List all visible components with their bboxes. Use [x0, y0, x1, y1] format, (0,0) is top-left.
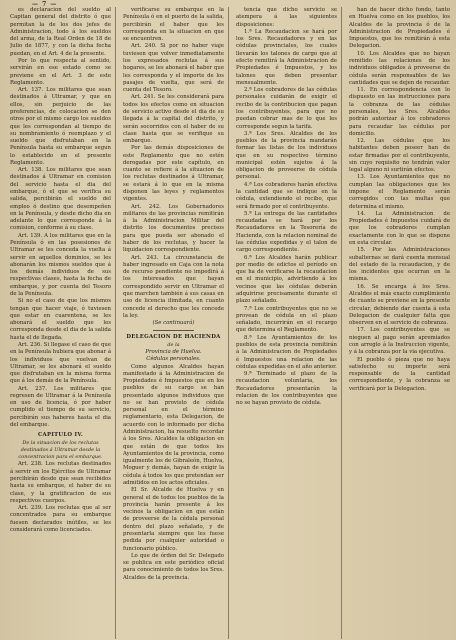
paragraph: verificarse su embarque en la Península ó en el puerto de la salida, percibirán el haber que les corresponda en la situacion en que se encuentren.	[123, 7, 224, 43]
continuation-note: (Se continuará)	[152, 320, 195, 327]
paragraph: Art. 240. Si por no haber viaje tuviesen que volver inmediatamente los expresados reclutas á sus hogares, se les abonará el haber que les corresponda y el importe de los pasajes de vuelta, que será de cuenta del Tesoro.	[123, 43, 224, 94]
paragraph: 12. Las cédulas que los habitantes deben poseer han de estar firmadas por el contribuyente, sin cuyo requisito no tendrán valor legal alguno ni surtirán efectos.	[349, 138, 450, 174]
paragraph: 7.ª Los contribuyentes que no se provean de cédula en el plazo señalado, incurrirán en el recargo que determina el Reglamento.	[236, 305, 337, 334]
paragraph: 1.ª La Recaudacion se hará por los Sres. Recaudadores y en las cédulas provinciales, los cuales llevarán los talones de cargo que al efecto remitirá la Administracion de Propiedades é Impuestos, y los talones que deben presentar mensualmente.	[236, 28, 337, 86]
section-topic: Cédulas personales.	[146, 356, 201, 363]
page-number: — 7 —	[32, 1, 58, 8]
paragraph: Art. 137. Los militares que sean destinados á Ultramar, y que en ellos, sin perjuicio de las preferencias, de colocacion se den otros por el mismo cargo los sueldos que les correspondan al tiempo de su nombramiento ó reemplazo y el sueldo que disfrutaban en la Península hasta su embarque segun lo establecido en el presente Reglamento.	[10, 87, 111, 166]
section-province: Provincia de Huelva.	[145, 348, 202, 355]
paragraph: Art. 239. Los reclutas que al ser concentrados para su embarque fuesen declarados inútiles, se les considerará como licenciados.	[10, 505, 111, 533]
paragraph: Art. 138. Los militares que sean destinados á Ultramar en comision del servicio hasta el dia del embarque, ó el que se verifica su salida, percibirán el sueldo del empleo ó destino que desempeñen en la Península, y desde dicho dia en adelante lo que corresponde á la comision, conforme á su clase.	[10, 167, 111, 232]
paragraph: Por lo que respecta al sentido, servirán en ese estado como se previene en el Art. 3 de este Reglamento.	[10, 57, 111, 86]
paragraph: 13. Los Ayuntamientos que no cumplan las obligaciones que les impone el Reglamento serán corregidos con las multas que determina el mismo.	[349, 174, 450, 210]
paragraph: es declaracion del sueldo al Capitan general del distrito ó que permitan la de los dos jefes de Administracion, todo á los sueldos del arma, de la Real Orden de 18 de Julio de 1877, y con la dicha fecha puedan, en el Art. 4 de la presente.	[10, 7, 111, 57]
paragraph: han de hacer dicho fondo, tanto en Huelva como en los pueblos, los Alcaldes de la provincia ó de la Administracion de Propiedades é Impuestos, que los remitirán á esta Delegacion.	[349, 7, 450, 50]
column-3	[236, 7, 342, 639]
paragraph: Si no el caso de que los mismos tengan que hacer viaje, ó tuviesen que estar en cuarentena, se les abonará el sueldo que les corresponda desde el dia de la salida hasta el de llegada.	[10, 298, 111, 341]
section-divider	[153, 330, 193, 331]
paragraph: 8.ª Los Ayuntamientos de los pueblos de esta provincia remitirán á la Administracion de Propiedades é Impuestos una relacion de las cédulas expedidas en el año anterior.	[236, 334, 337, 370]
paragraph: Art. 139. A los militares que en la Península ó en las posesiones de Ultramar se les conceda la vuelta á servir en aquellos dominios, se les abonarán los mismos sueldos que á los demás individuos de sus respectivas clases, hasta la fecha de embarque, y por cuenta del Tesoro de la Península.	[10, 232, 111, 297]
chapter-title: CAPITULO IV.	[38, 432, 83, 439]
paragraph: tencia que dicho servicio se atempera á las siguientes disposiciones:	[236, 7, 337, 28]
chapter-subtitle: De la situacion de los reclutas destinados á Ultramar desde la concentracion para el embarque.	[18, 439, 103, 461]
paragraph: 5.ª La entrega de las cantidades recaudadas se hará por los Recaudadores en la Tesorería de Hacienda, con la relacion nominal de las cédulas expedidas y el talon de cargo correspondiente.	[236, 210, 337, 254]
paragraph: 15. Por las Administraciones subalternas se dará cuenta mensual del estado de la recaudacion, y de los incidentes que ocurran en la misma.	[349, 247, 450, 283]
section-subtitle: de la	[167, 341, 180, 348]
column-4	[349, 7, 450, 639]
paragraph: 11. En correspondencia con lo dispuesto en las instrucciones para la cobranza de las cédulas personales, los Sres. Alcaldes podrán autorizar á los cobradores para recaudar las cédulas por domicilio.	[349, 87, 450, 137]
paragraph: 10. Los Alcaldes que no hayan remitido las relaciones de los individuos obligados á proveerse de cédula serán responsables de las cantidades que se dejen de recaudar.	[349, 50, 450, 86]
paragraph: Art. 241. Se les considerará para todos los efectos como en situacion de servicio activo desde el dia de su llegada á la capital del distrito, y serán socorridos con el haber de su clase hasta que se verifique su embarque.	[123, 94, 224, 145]
paragraph: Como algunos Alcaldes hayan manifestado á la Administracion de Propiedades é Impuestos que en los pueblos de su cargo se han presentado algunos individuos que no se han provisto de cédula personal en el término reglamentario, esta Delegacion, de acuerdo con lo informado por dicha Administracion, ha resuelto recordar á los Sres. Alcaldes la obligacion en que están de que todos los Ayuntamientos de la provincia, como igualmente los de Gibraleón, Huelva, Moguer y demás, hayan de exigir la cédula á todos los que pretendan ser admitidos en los actos oficiales.	[123, 363, 224, 486]
paragraph: Art. 238. Los reclutas destinados á servir en los Ejércitos de Ultramar percibirán desde que sean recibidos hasta su embarque, el haber de su clase, y la gratificacion de sus respectivos cuerpos.	[10, 461, 111, 504]
paragraph: 9.ª Terminado el plazo de la recaudacion voluntaria, los Recaudadores presentarán la relacion de los contribuyentes que no se hayan provisto de cédula.	[236, 371, 337, 407]
paragraph: Art. 242. Los Gobernadores militares de las provincias remitirán á la Administracion Militar del distrito los documentos precisos para que pueda ser abonado el haber de los reclutas, y hacer la liquidacion correspondiente.	[123, 203, 224, 254]
paragraph: 2.ª Los cobradores de las cédulas personales cuidarán de exigir el recibo de la contribucion que pagan los contribuyentes, para que no puedan cobrar mas de lo que les corresponde segun la tarifa.	[236, 87, 337, 130]
paragraph: El Sr. Alcalde de Huelva y en general el de todos los pueblos de la provincia harán presente á los vecinos la obligacion en que están de proveerse de la cédula personal dentro del plazo señalado, y de presentarla siempre que les fuese pedida por cualquier autoridad o funcionario público.	[123, 487, 224, 552]
paragraph: Lo que de órden del Sr. Delegado se publica en este periódico oficial para conocimiento de todos los Sres. Alcaldes de la provincia.	[123, 552, 224, 581]
column-1	[10, 7, 116, 639]
columns	[10, 7, 450, 639]
paragraph: Por las demás disposiciones de este Reglamento que no estén derogadas por este capítulo, en cuanto se refiere á la situacion de los reclutas destinados á Ultramar, se estará á lo que en la misma disponen las leyes y reglamentos vigentes.	[123, 145, 224, 203]
paragraph: El pueblo ó pieza que no haya satisfecho su importe será responsable de la cantidad correspondiente, y la cobranza se verificará por la Delegacion.	[349, 356, 450, 392]
paragraph: Art. 237. Los militares que regresen de Ultramar á la Península en uso de licencia, ó por haber cumplido el tiempo de su servicio, percibirán sus haberes hasta el dia del embarque.	[10, 385, 111, 429]
paragraph: 14. La Administracion de Propiedades é Impuestos cuidará de que los cobradores cumplan exactamente con lo que se dispone en esta circular.	[349, 210, 450, 246]
section-title: DELEGACION DE HACIENDA	[126, 334, 221, 341]
paragraph: Art. 243. La circunstancia de haber ingresado en Caja con la nota de recurso pendiente no impedirá á los interesados que hayan correspondido servir en Ultramar el que marchen también á sus casas en uso de licencia ilimitada, en cuanto concede el derecho que les concede la ley.	[123, 254, 224, 319]
column-2	[123, 7, 229, 639]
paragraph: 4.ª Los cobradores harán efectiva la cantidad que se indique en la cédula, extendiendo el recibo, que será firmado por el contribuyente.	[236, 181, 337, 210]
paragraph: 17. Los contribuyentes que se nieguen al pago serán apremiados con arreglo á la Instruccion vigente, y á la cobranza por la via ejecutiva.	[349, 327, 450, 356]
paragraph: 16. Se encarga á los Sres. Alcaldes el más exacto cumplimiento de cuanto se previene en la presente circular, debiendo dar cuenta á esta Delegacion de cualquier falta que observen en el servicio de cobranza.	[349, 283, 450, 327]
paragraph: Art. 236. Si llegase el caso de que en la Península hubiera que abonar á los individuos que vuelvan de Ultramar, se les abonará el sueldo que disfrutaban en la misma forma que á los demás de la Península.	[10, 341, 112, 385]
paragraph: 6.ª Los Alcaldes harán publicar por medio de edictos el período en que ha de verificarse la recaudacion en el municipio, advirtiendo á los vecinos que las cédulas deberán adquirirse precisamente durante el plazo señalado.	[236, 254, 337, 305]
paragraph: 3.ª Los Sres. Alcaldes de los pueblos de la provincia mandarán formar las listas de los individuos que en su respectivo término municipal estén sujetos á la obligacion de proveerse de cédula personal.	[236, 130, 337, 181]
